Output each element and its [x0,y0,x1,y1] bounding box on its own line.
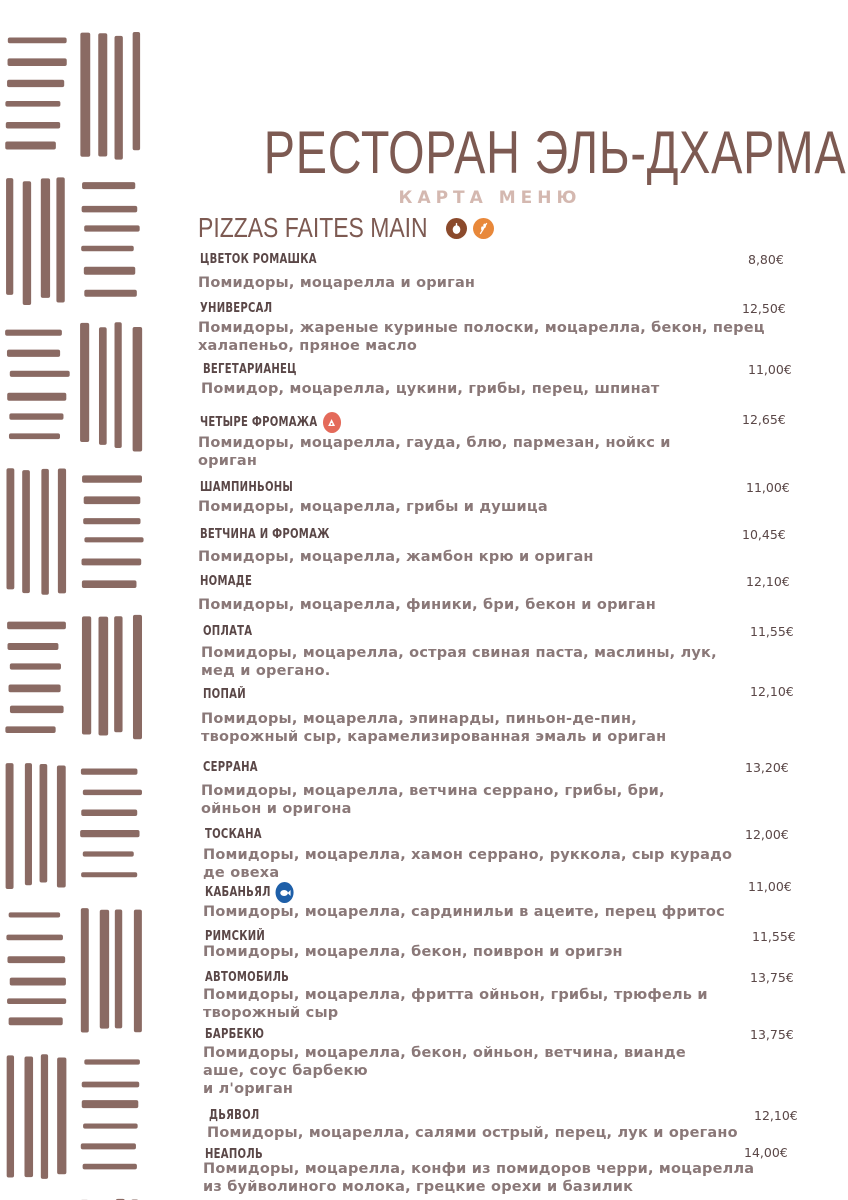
pattern-stroke [9,684,61,692]
menu-item-description: Помидоры, моцарелла, жамбон крю и ориган [198,549,594,565]
pattern-stroke [84,225,139,231]
menu-item-description: Помидоры, моцарелла, гауда, блю, пармезан, нойкс и ориган [198,435,671,469]
pattern-stroke [10,978,66,986]
menu-item-name-text: КАБАНЬЯЛ [205,885,271,900]
pattern-stroke [7,956,65,963]
menu-item-name [205,929,265,944]
pattern-stroke [6,935,63,941]
menu-item-description: Помидоры, моцарелла, острая свиная паста, маслины, лук, мед и орегано. [201,645,717,679]
menu-item-price: 12,00€ [745,827,789,842]
fish-allergen-icon [276,882,294,903]
pattern-stroke [83,1123,138,1128]
pattern-stroke [83,851,134,856]
menu-item-description: Помидоры, моцарелла, бекон, поиврон и оригэн [203,944,623,960]
menu-item-name-text: ТОСКАНА [205,827,262,842]
menu-item-name-text: ЦВЕТОК РОМАШКА [200,252,317,267]
pattern-stroke [81,908,89,1032]
menu-item-price: 14,00€ [744,1145,788,1160]
menu-item-price: 12,65€ [742,412,786,427]
menu-item-name [200,574,252,589]
pattern-stroke [83,790,142,795]
menu-item-price: 13,75€ [750,1027,794,1042]
menu-item-price: 8,80€ [748,252,784,267]
menu-item-price: 11,55€ [752,929,796,944]
menu-item-name-text: СЕРРАНА [203,760,258,775]
pattern-stroke [58,469,66,594]
menu-item-name [205,1027,264,1042]
pattern-stroke [8,37,67,43]
pattern-stroke [41,178,50,297]
menu-item-description: Помидоры, моцарелла, конфи из помидоров черри, моцарелла из буйволиного молока, грецкие орехи и базилик [203,1161,755,1195]
pattern-stroke [81,872,137,877]
menu-item-description: Помидоры, моцарелла, финики, бри, бекон и ориган [198,597,656,613]
pattern-stroke [82,1100,139,1108]
menu-item-description: Помидоры, моцарелла, бекон, ойньон, ветчина, вианде аше, соус барбекю и л'ориган [203,1045,686,1097]
pattern-stroke [84,496,141,504]
vegetarian-icon [446,218,467,239]
pattern-stroke [83,1164,137,1170]
menu-item-description: Помидоры, моцарелла, ветчина серрано, грибы, бри, ойньон и оригона [201,783,665,817]
pattern-stroke [24,1056,33,1177]
pattern-stroke [133,32,140,150]
menu-item-name-text: ОПЛАТА [203,624,253,639]
menu-item-name [205,970,289,985]
menu-item-name-text: АВТОМОБИЛЬ [205,970,290,985]
menu-item-description: Помидор, моцарелла, цукини, грибы, перец, шпинат [201,381,660,397]
pattern-stroke [8,58,67,66]
pattern-stroke [133,615,142,739]
menu-item-name [200,301,272,316]
pattern-stroke [81,768,138,774]
pattern-stroke [6,178,13,295]
pattern-stroke [40,764,48,883]
pattern-stroke [82,182,135,189]
pattern-stroke [9,433,60,439]
pattern-stroke [115,36,123,160]
pattern-stroke [115,910,122,1029]
menu-item-name-text: НОМАДЕ [200,574,253,589]
menu-item-name [203,687,246,702]
menu-item-price: 11,00€ [748,879,792,894]
menu-item-price: 11,00€ [746,480,790,495]
menu-item-name-text: ВЕГЕТАРИАНЕЦ [203,362,297,377]
pattern-stroke [80,830,139,837]
menu-item-name-text: НЕАПОЛЬ [205,1147,263,1162]
menu-item-name [205,882,294,903]
menu-item-name [205,827,262,842]
pattern-stroke [9,912,60,917]
pattern-stroke [6,763,14,889]
pattern-stroke [22,470,30,593]
gluten-free-icon [473,218,494,239]
menu-item-name [200,412,341,433]
menu-item-name-text: ЧЕТЫРЕ ФРОМАЖА [200,415,318,430]
pattern-stroke [80,323,89,442]
menu-item-description: Помидоры, моцарелла и ориган [198,275,476,291]
menu-item-name-text: БАРБЕКЮ [205,1027,265,1042]
menu-item-name [203,624,252,639]
pattern-stroke [82,580,137,588]
menu-item-description: Помидоры, моцарелла, фритта ойньон, грибы, трюфель и творожный сыр [203,987,708,1021]
menu-item-price: 11,00€ [748,362,792,377]
pattern-stroke [23,181,31,305]
menu-subtitle: КАРТА МЕНЮ [398,188,582,208]
menu-item-name [200,527,330,542]
pattern-stroke [133,327,143,452]
pattern-stroke [84,267,135,275]
pattern-stroke [9,413,63,419]
woven-pattern-decoration [0,0,150,1200]
pattern-stroke [9,1017,63,1025]
menu-item-description: Помидоры, моцарелла, сардинильи в ацеите, перец фритос [203,904,725,920]
menu-item-price: 12,10€ [750,684,794,699]
menu-item-price: 10,45€ [742,527,786,542]
pattern-stroke [98,33,107,156]
pattern-stroke [83,518,140,524]
pattern-stroke [81,246,134,251]
menu-item-name-text: ВЕТЧИНА И ФРОМАЖ [200,527,330,542]
menu-item-name [209,1108,259,1123]
pattern-stroke [7,80,64,87]
pattern-stroke [5,101,60,107]
pattern-stroke [6,468,14,589]
pattern-stroke [82,559,142,566]
menu-item-name-text: РИМСКИЙ [205,929,266,944]
cheese-allergen-icon [323,412,341,433]
menu-item-description: Помидоры, жареные куриные полоски, моцарелла, бекон, перец халапеньо, пряное масло [198,320,765,354]
pattern-stroke [114,616,122,732]
menu-item-price: 12,10€ [746,574,790,589]
pattern-stroke [99,327,107,445]
menu-item-name [203,362,297,377]
pattern-stroke [82,616,91,734]
pattern-stroke [81,1143,136,1149]
pattern-stroke [10,706,64,713]
pattern-stroke [5,142,56,150]
pattern-stroke [56,177,64,302]
menu-item-name [203,760,258,775]
pattern-stroke [100,910,109,1029]
pattern-stroke [134,910,142,1033]
pattern-stroke [5,330,62,336]
pattern-stroke [84,290,137,297]
menu-item-description: Помидоры, моцарелла, хамон серрано, руккола, сыр курадо де овеха [203,847,733,881]
pattern-stroke [6,122,60,128]
pattern-stroke [57,765,66,887]
pattern-stroke [7,1055,14,1177]
section-header [198,212,494,244]
menu-item-name-text: ДЬЯВОЛ [209,1108,260,1123]
menu-item-price: 11,55€ [750,624,794,639]
menu-item-name-text: УНИВЕРСАЛ [200,301,273,316]
menu-item-name-text: ШАМПИНЬОНЫ [200,480,294,495]
menu-item-price: 13,20€ [745,760,789,775]
section-title: PIZZAS FAITES MAIN [198,212,428,243]
pattern-stroke [82,475,142,482]
pattern-stroke [7,393,66,401]
pattern-stroke [7,643,58,650]
menu-item-name-text: ПОПАЙ [203,687,246,702]
pattern-stroke [84,1059,140,1064]
pattern-stroke [82,206,138,212]
menu-item-name [200,480,293,495]
menu-item-price: 13,75€ [750,970,794,985]
menu-item-description: Помидоры, моцарелла, салями острый, перец, лук и орегано [207,1125,738,1141]
menu-item-description: Помидоры, моцарелла, эпинарды, пиньон-де-пин, творожный сыр, карамелизированная эмаль и ориган [201,711,667,745]
pattern-stroke [5,726,55,733]
menu-item-price: 12,50€ [742,301,786,316]
pattern-stroke [7,350,60,357]
pattern-stroke [10,371,70,377]
pattern-stroke [57,1058,66,1175]
pattern-stroke [81,809,137,816]
pattern-stroke [25,763,32,885]
restaurant-title: РЕСТОРАН ЭЛЬ-ДХАРМА [263,119,847,186]
pattern-stroke [84,537,143,542]
menu-item-name [200,252,317,267]
pattern-stroke [80,33,90,157]
pattern-stroke [10,663,61,669]
pattern-stroke [7,622,66,630]
pattern-stroke [99,617,109,736]
menu-item-price: 12,10€ [754,1108,798,1123]
menu-item-description: Помидоры, моцарелла, грибы и душица [198,499,548,515]
pattern-stroke [82,1082,140,1088]
pattern-stroke [7,998,66,1004]
pattern-stroke [115,322,122,448]
pattern-stroke [41,1054,48,1179]
pattern-stroke [41,469,48,595]
